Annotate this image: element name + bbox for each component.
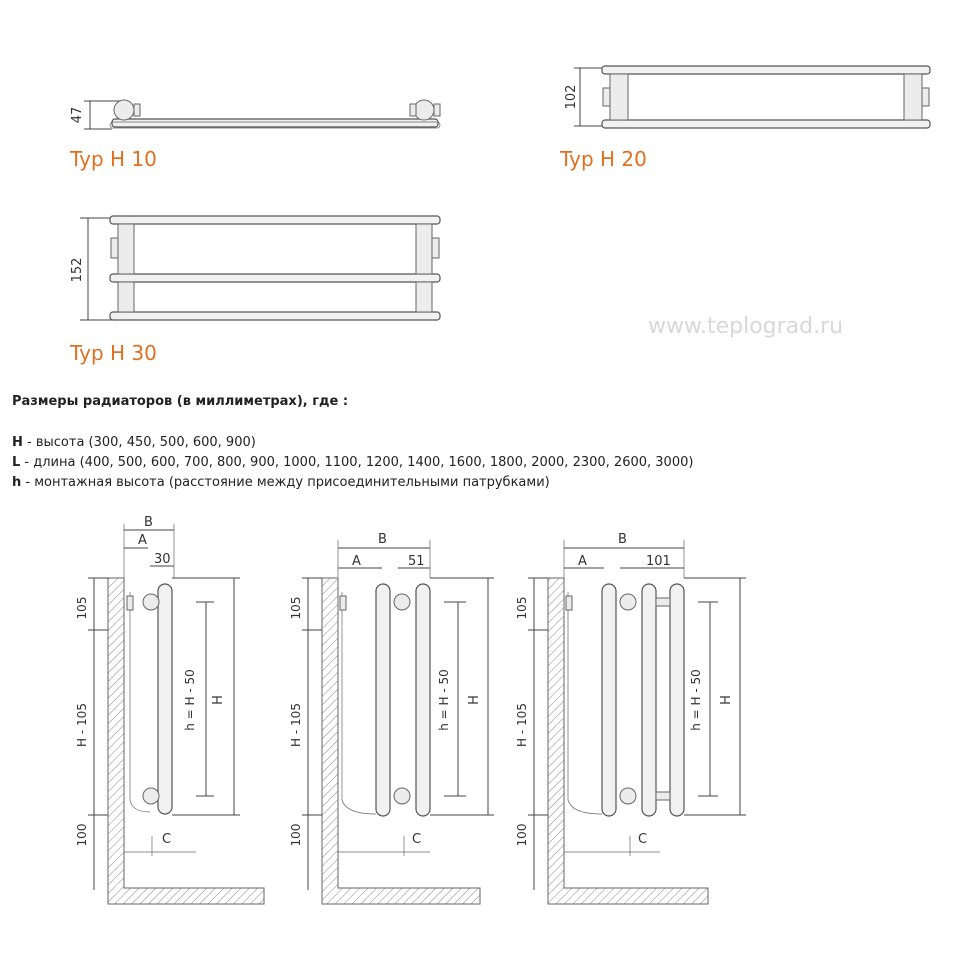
sv2-B: B	[378, 532, 387, 547]
type-h20-label: Typ H 20	[560, 147, 647, 171]
info-mount-text: - монтажная высота (расстояние между присоединительными патрубками)	[21, 475, 550, 490]
side-view-h20	[289, 532, 494, 904]
sv1-C: C	[162, 832, 172, 847]
sv3-A: A	[578, 554, 587, 569]
sv1-middle-dim: H - 105	[75, 703, 89, 747]
sv3-top-dim: 105	[515, 596, 529, 620]
sv2-middle-dim: H - 105	[289, 703, 303, 747]
sv2-C: C	[412, 832, 422, 847]
info-length-text: - длина (400, 500, 600, 700, 800, 900, 1000, 1100, 1200, 1400, 1600, 1800, 2000, 2300, 2600, 3000)	[20, 455, 694, 470]
top-view-h20	[559, 66, 930, 171]
sv3-h-dim: h = H - 50	[689, 669, 703, 731]
h30-height-dim: 152	[70, 257, 85, 283]
sv1-A: A	[138, 533, 147, 548]
info-mount-line	[12, 475, 550, 490]
sv2-A: A	[352, 554, 361, 569]
info-height-text: - высота (300, 450, 500, 600, 900)	[22, 435, 256, 450]
sv3-H-dim: H	[719, 695, 734, 705]
info-height-line	[12, 435, 256, 450]
sv2-top-dim: 105	[289, 596, 303, 620]
h20-height-dim: 102	[564, 84, 579, 110]
sv2-gap: 51	[408, 554, 425, 569]
sv3-gap: 101	[646, 554, 671, 569]
sv3-middle-dim: H - 105	[515, 703, 529, 747]
sv2-H-dim: H	[467, 695, 482, 705]
info-mount-key: h	[12, 475, 22, 490]
side-view-h30	[515, 532, 746, 904]
info-title: Размеры радиаторов (в миллиметрах), где :	[12, 394, 349, 409]
sv3-B: B	[618, 532, 627, 547]
sv2-bottom-dim: 100	[289, 823, 303, 847]
sv3-C: C	[638, 832, 648, 847]
sv1-top-dim: 105	[75, 596, 89, 620]
top-view-h30	[69, 216, 440, 365]
info-height-key: H	[12, 435, 23, 450]
side-view-h10	[75, 515, 264, 904]
sv1-B: B	[144, 515, 153, 530]
h10-height-dim: 47	[70, 106, 85, 124]
sv1-h-dim: h = H - 50	[183, 669, 197, 731]
info-length-line	[12, 455, 693, 470]
sv1-bottom-dim: 100	[75, 823, 89, 847]
watermark: www.teplograd.ru	[648, 314, 844, 339]
top-view-h10	[69, 100, 440, 171]
sv2-h-dim: h = H - 50	[437, 669, 451, 731]
sv3-bottom-dim: 100	[515, 823, 529, 847]
info-length-key: L	[12, 455, 21, 470]
type-h30-label: Typ H 30	[70, 341, 157, 365]
type-h10-label: Typ H 10	[70, 147, 157, 171]
sv1-gap: 30	[154, 552, 171, 567]
sv1-H-dim: H	[211, 695, 226, 705]
